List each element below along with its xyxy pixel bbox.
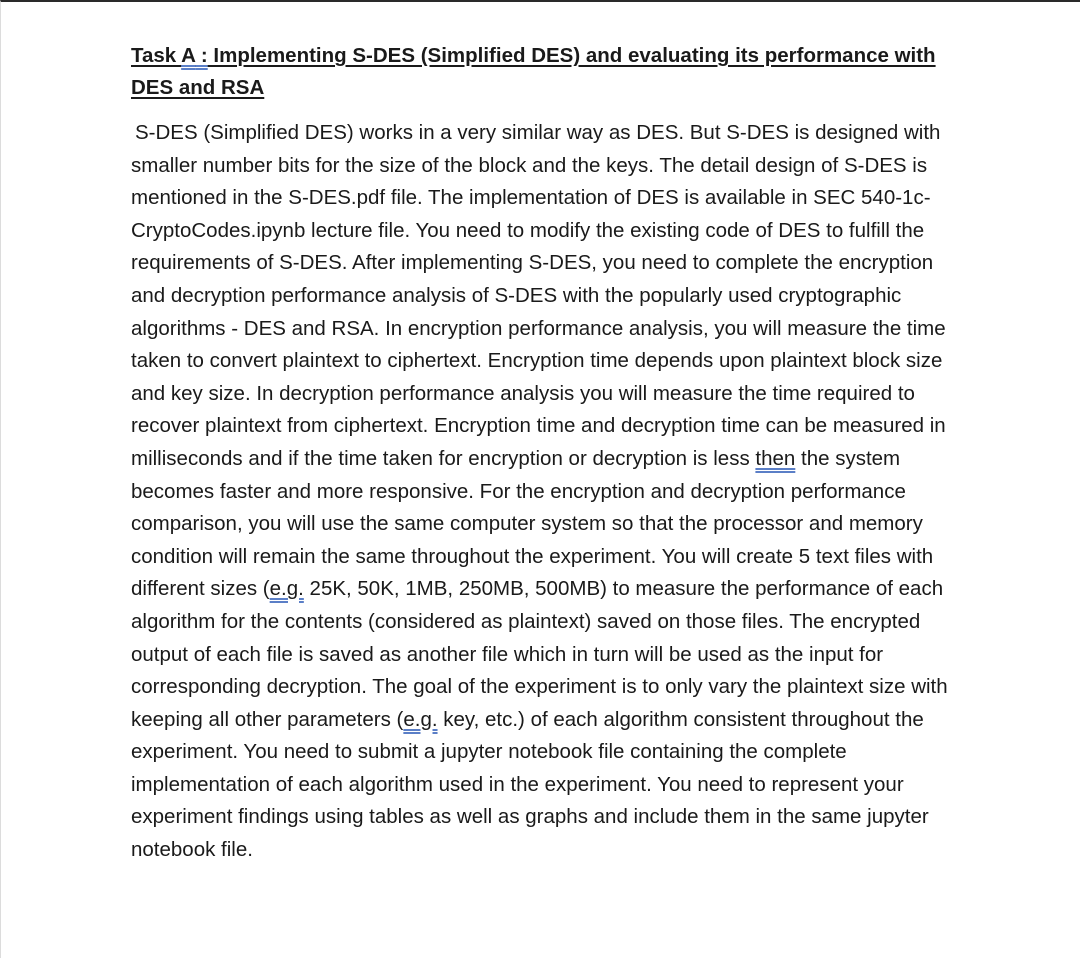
spellcheck-flag: e.g. <box>269 577 304 601</box>
paragraph-text: 25K, 50K, 1MB, 250MB, 500MB) to measure the performance of each algorithm for the contents (considered as plaintext) saved on those files. The encrypted output of each file is saved as another file which in turn will be used as the input for corresponding decryption. The goal of the experiment is to only vary the plaintext size with keeping all other parameters ( <box>131 577 948 731</box>
paragraph-text: S-DES (Simplified DES) works in a very similar way as DES. But S-DES is designed with smaller number bits for the size of the block and the keys. The detail design of S-DES is mentioned in the S-DES.pdf file. The implementation of DES is available in SEC 540-1c-CryptoCodes.ipynb lecture file. You need to modify the existing code of DES to fulfill the requirements of S-DES. After implementing S-DES, you need to complete the encryption and decryption performance analysis of S-DES with the popularly used cryptographic algorithms - DES and RSA. In encryption performance analysis, you will measure the time taken to convert plaintext to ciphertext. Encryption time depends upon plaintext block size and key size. In decryption performance analysis you will measure the time required to recover plaintext from ciphertext. Encryption time and decryption time can be measured in milliseconds and if the time taken for encryption or decryption is less <box>131 121 946 470</box>
title-prefix: Task <box>131 44 182 67</box>
paragraph-text: key, etc.) of each algorithm consistent throughout the experiment. You need to submit a jupyter notebook file containing the complete implementation of each algorithm used in the experiment. You need to represent your experiment findings using tables as well as graphs and include them in the same jupyter notebook file. <box>131 707 929 862</box>
document-title <box>131 40 971 104</box>
spellcheck-flag: e.g. <box>403 707 438 731</box>
spellcheck-flag: : <box>195 44 208 67</box>
body-paragraph <box>131 117 971 867</box>
title-text: Implementing S-DES (Simplified DES) and evaluating its performance with DES and RSA <box>131 44 936 99</box>
paragraph-text: the system becomes faster and more responsive. For the encryption and decryption performance comparison, you will use the same computer system so that the processor and memory condition will remain the same throughout the experiment. You will create 5 text files with different sizes ( <box>131 446 934 601</box>
spellcheck-flag: A <box>181 44 196 67</box>
spellcheck-flag: then <box>755 446 796 470</box>
document-body <box>131 40 971 867</box>
